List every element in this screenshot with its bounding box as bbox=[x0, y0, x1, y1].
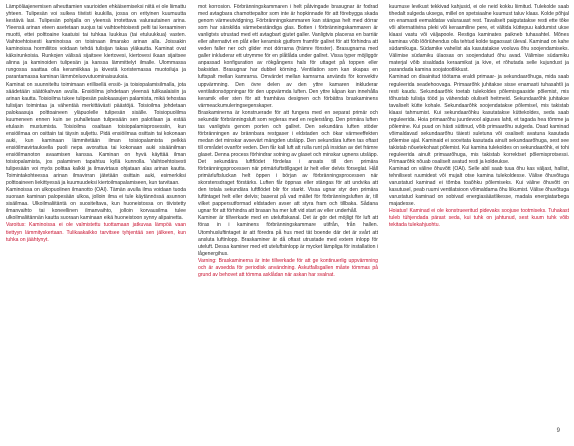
paragraph: kuumuse levikust tekkivad kahjusid, ei ole neid kokku liimitud. Tulekolde saab tihedalt sulgeda uksega, millel on spetsiaalne kuumust taluv klaas. Kolde põhjal on enamasti eemaldatav valurauast rest. Tavaliselt paigutatakse resti ette tõke või alternatiivina pleki või keraamiline pere, et vältida küttepuu kaldumist ukse klaasi vastu või väljapoole. Restiga kaminates paikneb tuhasahtel. Mõnes kaminas võib lõõriühendus olla tehtud kolde tagaosast üleval. Kaminad on kahe südamikuga. Südamike vahelist ala kasutatakse vooluva õhu soojendamiseks. Välimise südamiku ülaosas on soojendatud õhu avad. Välimise südamiku materjal võib sisaldada keraamikat ja kive, et rõhutada selle kujundust ja parandada kamina soojatootlikkust. bbox=[389, 4, 569, 74]
paragraph: Braskaminerna är konstruerade för att fungera med en separat primär och sekundär förbränningsluft som regleras med en reglerstång. Den primära luften tas vanligtvis genom porten och gallret. Den sekundära luften stöder förbränningen av brännbara restgaser i eldstaden och ökar värmeeffekten medan det minskar avsevärt mängden utsläpp. Den sekundära luften tas oftast till området ovanför veden. Den får kall luft att rulla runt på insidan av det främre glaset. Denna process förhindrar sotning av glaset och minskar ugnens utsläpp. Det sekundära luftflödet fördelas i ansats till den primära förbränningsprocessen när primärluftstillgaget är helt eller delvis förseglat. Håll primärluftsluckan helt öppen i början av förbränningsprocessen när skorstensdraget förstärks. Luften får öppnas eller stängas för att undvika att den totala sekundära luftflödet blir för starkt. Vissa ugnar styr den primära luftintaget helt eller delvis; baserat på vad mället för förbränningsluften är, till vilket pappersutformad eldstaden avser att styra fram och tillbaka. Sådana ugnar för att förhindra att brasan ha mer luft vid start av eller underhåll. bbox=[198, 109, 378, 215]
paragraph: Kaminer är tillverkade med en uteluftskanal. Det är gör det möjligt för luft att föras in i kaminens förbränningskammare utifrån, från hallen. Utomhusluftintaget är att föredra på hus med tät boende där det är svårt att ansluta luftinlopp. Braskaminer är då oftast utrustade med extern inlopp för uteluft. Dessa kaminer med ett uteluftsinlopp är mycket lämpliga för installation i lågenergihus. bbox=[198, 215, 378, 257]
paragraph: mot korrosion. Förbränningskammaren i helt påtvingade brasugnar är fodrad med avtagbara chamottepaltor som inte är hopkinnade för att förebygga skada genom värmeutvidgning. Förbränningskammaren kan stängas helt med dörrar som har särskilda värmebeständiga glas. Botten i förbränningskammaren är vanligtvis utrustad med ett avtagbart gjutet galler. Vanligtvis placeras en barriär eller alternativt en plåt eller keramisk gjutform framför gallret för att förhindra att veden faller ner och glider mot dörrarna (främre fönster). Brasugnarna med galler inkluderar ett utrymme för en plåtlåda under gallret. Vissa typer möjliggör anpassad konfiguration av rökgångens hals för uttaget på toppen eller baksidan. Brasugnar har dubbel körning. Ventilation som kan skapas en luftspalt mellan kamrarna. Omvärdet mellan kamrarna används för konvektiv uppvärmning. Den övre delen av den yttre kamaren inkluderar ventilationsöppningar för den uppvärmda luften. Den yttre kåpan kan innehålla keramik eller sten för att framhäva designen och förbättra braskaminens värmeackumuleringsegenskaper. bbox=[198, 4, 378, 109]
paragraph: Kaminad on väline õhuvõtt (OAI). Selle abil saab tuua õhu kas väljast, hallist, tehnilisest ruumidest või mujalt otse kamina tulekoldesse. Välise õhuvõtuga varustatud kaminad ei tõmba toaõhku põlemiseks. Kui väline õhuvõtt on kasutusel, peab ruumi ventilatsioon võimaldama õhu liikumist. Välise õhuvõtuga varustatud kaminad on sobivad energiasäästlikesse, madala energiatarbega majadesse. bbox=[389, 166, 569, 208]
paragraph: Kaminad on disainitud töötama eraldi primaar- ja sekundaarõhuga, mida saab reguleerida seadehoovaga. Primaarõhk juhitakse sisse enamasti tuhasahtli ja resti kaudu. Sekundaarõhk toetab tulekoldes põlemisgaaside põlemist, mis tõhustab tulisija tööd ja vähendab oluliselt heitmeid. Sekundaarõhk juhitakse tavaliselt kütte kohale. Sekundaarõhk soojendatakse põlemisel, mis takistab klaasi tahmumist. Kui sekundaarõhku kasutatakse küttekoldes, seda saab reguleerida. Hoia primaarõhu juurdevool alguses lahti, et tagada hea tõmme ja põlemine. Kui puud on hästi süttinud, võib primaarõhu sulgeda. Osad kaminad võimaldavad sekundaarõhu täiesti suletuna või osaliselt avatuna kasutada põlemise ajal. Kaminaid ei soovitata kasutada ainult sekundaarõhuga, sest see takistab nõuetekohast põlemist. Kui kamina tulekoldes on sekundaarõhk, ei tohi reguleerida ainult primaarõhuga, mis takistab korrektset põlemisprotsessi. Primaarõhk nõuab osaliselt avatud resti ja koldeukse. bbox=[389, 74, 569, 166]
paragraph: Kaminoissa on ulkopuolinen ilmanotto (OAI). Tämän avulla ilma voidaan tuoda suoraan kaminan palopesään ulkoa, jolloin ilma ei tule käytännössä asunnon sisäilmaa. Ulkoilmaliitäntä on suositeltava, kun huoneistossa on tiivistetty ilmanvaihto tai koneellinen ilmanvaihto, jolloin korvausilma tulee ulkoilmaliitännän kautta suoraan kaminaan eikä huoneistoon synny alipainetta. bbox=[6, 187, 186, 222]
page-number: 9 bbox=[556, 428, 560, 434]
warning-text: Varning: Braskaminerna är inte tillverkade för att ge kontinuerlig uppvärmning och är avsedda för periodisk användning. Askutfallsgallen måste tömmas på grund av behovet att tömma asklådan när askan har svalnat. bbox=[198, 257, 378, 278]
text-column-finnish bbox=[6, 4, 186, 244]
paragraph: Lämpöläajenemisen aiheuttamien vaurioiden ehkäisemiseksi niitä ei ole liimattu yhteen. Tulipesän voi sulkea tiiviisti kuukilla, jossa on erityinen kuumuutta kestävä lasi. Tulipesän pohjalla on yleensä irrotettava valurautainen arina. Yleensä arinan eteen asetetaan suojus tai vaihtoehtoisesti pelti tai keraaminen muotti, ettei polttoaine kaatuisi tai tuhkaa luukkua (tai etuluukkua) vasten. Vaihtoehtoisesti kaminoissa on toisinaan ilmarako arinan alla. Joissakin kaminoissa hormiliitos voidaan tehdä tulisijan takaa yläkautta. Kaminat ovat käksirunkoisia. Runkojen välissä sijaitsee kiertovesi, kiertovesi ikaan sijaitsee alinna ja kaminoiden tulipesän ja kanssa lämmittelyt ilmalle. Ulommassa rungossa saattaa olla keramiikkaa ja kivestä koristemassa muotoiluja ja parantamassa kaminan lämmönluovutuominaisuuksia. bbox=[6, 4, 186, 81]
warning-text: Varoitus: Kaminoissa ei ole valmistettu tuottamaan jatkuvaa lämpöä vaan tiettyyn lämmityskertaan. Tulikaakaikko tarvitsee tyhjentää sen jälkeen, kun tuhka on jäähtynyt. bbox=[6, 222, 186, 243]
warning-text: Hoiatus! Kaminad ei ole konstrueeritud pidevaks soojuse tootmiseks. Tuhakast tuleb tühjendada pärast seda, kui tuhk on jahtunud, sest kuum tuhk võib tekitada tulekahjuohtu. bbox=[389, 208, 569, 229]
paragraph: Kaminat on suunniteltu toimimaan erillisellä ensiö- ja toisiopalamisilmalla, jota säädetään säätökahvan avulla. Ensiöilma johdetaan yleensä tulikaalaisiin ja arinan kautta. Toisioilma tukee tulipesän palokaasujen palamista, mikä tehostaa tulisijan toimintaa ja vähentää merkittävästi päästöjä. Toisioilma johdetaan palokaasuja polttoaineen yläpuolelle tulipesän sisälle. Toisiopuolilma kuumeneen ennen kuin se puhalletaan tulipesään sen palotilaan ja estää etulasin mustumista. Toisioilma osaltaan toisiopalamisprosessiin, kun ensiöilmaa on osittain tai täysin suljettu. Pidä ensiöilmaa osittain tai kokonaan auki, kun kaminaan lämmitetään ilman toisiopalamista pelkkä ensiöilmavirtauksella puoli nepa avorattua tai kokonaan auki sisäänilman ensiöilmanoton avaamisen kanssa. Kaminan on hyvä käyttää ilman toisiopalamista, jos palaminen tapahtuu kyllä kunnolla. Vaihtoehtoisesti tulipesään voi myös polttaa kalkki ja ilmavirtaus ohjataan alas arinan kautta. Toimintakohteessa arinan ilmavirran jätetään osittain auki, esimerkiksi polttoaineen liekittyessä ja kuumuudeksi kiertoilmapalamiseen, kun tarvitaan. bbox=[6, 81, 186, 187]
text-column-swedish bbox=[198, 4, 378, 279]
text-column-estonian bbox=[389, 4, 569, 230]
